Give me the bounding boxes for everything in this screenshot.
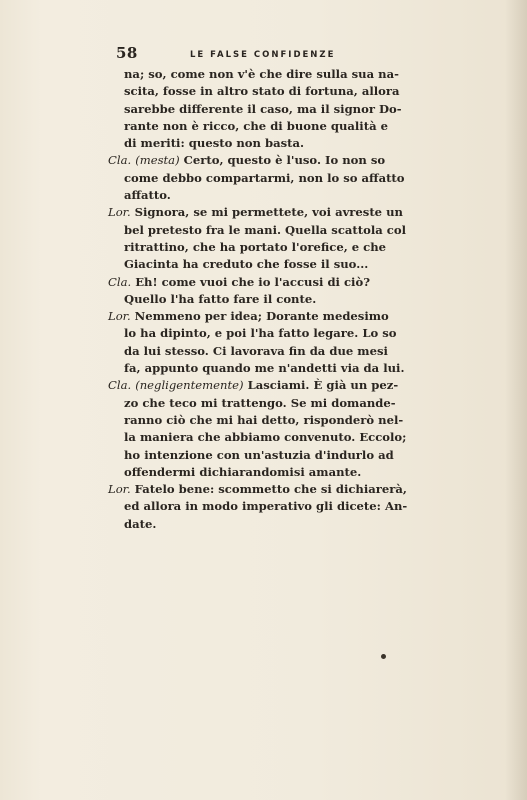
line-text: Fatelo bene: scommetto che si dichiarerà,: [134, 482, 407, 497]
body-text: [108, 66, 460, 533]
line-text: fa, appunto quando me n'andetti via da lui.: [124, 361, 405, 376]
text-line: [108, 516, 460, 533]
stage-direction: (negligentemente): [135, 378, 244, 393]
line-text: lo ha dipinto, e poi l'ha fatto legare. Lo so: [124, 326, 397, 341]
text-line: [108, 325, 460, 342]
line-text: ho intenzione con un'astuzia d'indurlo ad: [124, 447, 394, 462]
text-line: [108, 447, 460, 464]
text-line: [108, 256, 460, 273]
text-line: [108, 464, 460, 481]
speaker-label: Lor.: [108, 482, 131, 497]
line-text: sarebbe differente il caso, ma il signor Do-: [124, 101, 402, 116]
text-line: [108, 429, 460, 446]
line-text: ranno ciò che mi hai detto, risponderò nel-: [124, 412, 404, 427]
line-text: scita, fosse in altro stato di fortuna, allora: [124, 84, 400, 99]
line-text: di meriti: questo non basta.: [124, 136, 305, 151]
line-text: date.: [124, 516, 157, 531]
speaker-label: Cla.: [108, 153, 132, 168]
line-text: Quello l'ha fatto fare il conte.: [124, 291, 317, 306]
text-line: [108, 101, 460, 118]
text-line: [108, 187, 460, 204]
text-line: [108, 66, 460, 83]
line-text: rante non è ricco, che di buone qualità e: [124, 118, 388, 133]
text-line: [108, 222, 460, 239]
text-line: [108, 291, 460, 308]
text-line: [108, 274, 460, 291]
text-line: [108, 118, 460, 135]
text-line: [108, 481, 460, 498]
line-text: Nemmeno per idea; Dorante medesimo: [134, 309, 389, 324]
text-line: [108, 170, 460, 187]
line-text: Giacinta ha creduto che fosse il suo...: [124, 257, 369, 272]
text-line: [108, 83, 460, 100]
text-line: [108, 135, 460, 152]
line-text: zo che teco mi trattengo. Se mi domande-: [124, 395, 396, 410]
running-title: LE FALSE CONFIDENZE: [190, 50, 336, 60]
page-edge-shadow: [505, 0, 527, 800]
text-line: [108, 360, 460, 377]
speaker-label: Lor.: [108, 309, 131, 324]
line-text: da lui stesso. Ci lavorava fin da due mesi: [124, 343, 388, 358]
stage-direction: (mesta): [135, 153, 180, 168]
text-line: [108, 377, 460, 394]
line-text: Eh! come vuoi che io l'accusi di ciò?: [135, 274, 370, 289]
text-line: [108, 395, 460, 412]
text-line: [108, 498, 460, 515]
line-text: affatto.: [124, 188, 171, 203]
line-text: offendermi dichiarandomisi amante.: [124, 464, 362, 479]
line-text: Signora, se mi permettete, voi avreste un: [134, 205, 403, 220]
speaker-label: Cla.: [108, 274, 132, 289]
text-line: [108, 308, 460, 325]
text-line: [108, 239, 460, 256]
text-line: [108, 343, 460, 360]
line-text: bel pretesto fra le mani. Quella scattola col: [124, 222, 406, 237]
line-text: ritrattino, che ha portato l'orefice, e che: [124, 239, 387, 254]
page-number: 58: [116, 44, 138, 62]
speaker-label: Cla.: [108, 378, 132, 393]
printer-dot-mark: [381, 654, 386, 659]
page-header: [116, 44, 462, 66]
line-text: na; so, come non v'è che dire sulla sua na-: [124, 67, 399, 81]
text-line: [108, 204, 460, 221]
text-line: [108, 152, 460, 169]
line-text: come debbo compartarmi, non lo so affatto: [124, 170, 405, 185]
line-text: la maniera che abbiamo convenuto. Eccolo;: [124, 430, 407, 445]
line-text: ed allora in modo imperativo gli dicete: An-: [124, 499, 408, 514]
text-line: [108, 412, 460, 429]
line-text: Certo, questo è l'uso. Io non so: [183, 153, 386, 168]
speaker-label: Lor.: [108, 205, 131, 220]
line-text: Lasciami. È già un pez-: [247, 378, 399, 393]
